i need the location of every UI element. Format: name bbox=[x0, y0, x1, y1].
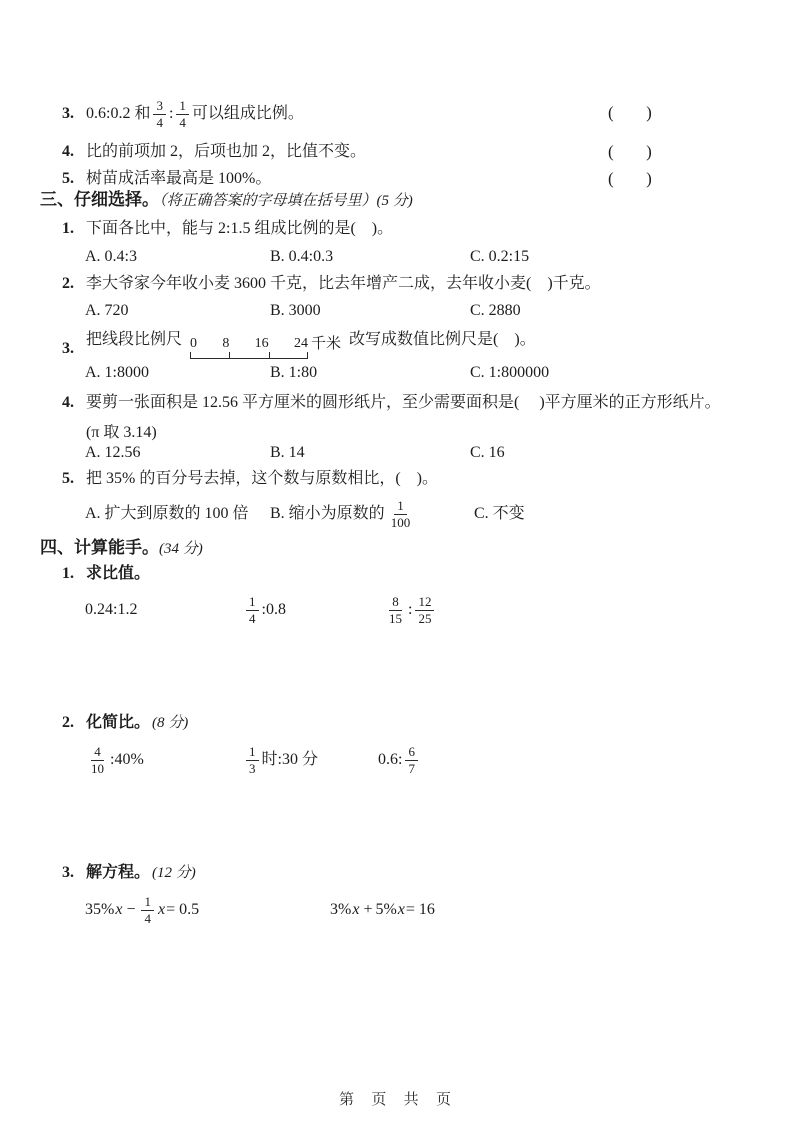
fraction: $\frac{1}{4}$ bbox=[141, 895, 154, 926]
fraction: $\frac{1}{3}$ bbox=[246, 745, 259, 776]
part-number: 2. bbox=[62, 714, 74, 731]
section-heading-calc bbox=[40, 538, 203, 559]
option-b: B. 1:80 bbox=[270, 364, 318, 381]
section-heading-choice bbox=[40, 190, 413, 211]
judge-item-text: 树苗成活率最高是 100%。 bbox=[86, 170, 272, 187]
ratio-expression: $\frac{8}{15}$ : $\frac{12}{25}$ bbox=[383, 586, 437, 634]
expressions-row bbox=[0, 586, 793, 634]
options-row bbox=[0, 493, 793, 535]
judge-item-5 bbox=[62, 169, 753, 189]
choice-question-5 bbox=[62, 469, 753, 489]
question-text-post: 改写成数值比例尺是( )。 bbox=[349, 331, 536, 348]
options-row bbox=[0, 443, 793, 465]
answer-bracket: ( ) bbox=[608, 103, 653, 122]
option-b-text: B. 缩小为原数的 bbox=[270, 505, 385, 522]
ratio-expression: $\frac{4}{10}$ :40% bbox=[85, 736, 144, 784]
option-c: C. 16 bbox=[470, 444, 505, 461]
question-number: 1. bbox=[62, 220, 74, 237]
answer-bracket: ( ) bbox=[608, 142, 653, 161]
fraction: $\frac{8}{15}$ bbox=[389, 593, 402, 626]
expressions-row bbox=[0, 886, 793, 934]
option-a: A. 扩大到原数的 100 倍 bbox=[85, 505, 249, 522]
ratio-expression: $\frac{1}{3}$ 时:30 分 bbox=[243, 736, 318, 784]
line-scale-diagram bbox=[190, 336, 341, 359]
scale-tick-label: 8 bbox=[222, 336, 230, 351]
question-text: 下面各比中，能与 2:1.5 组成比例的是( )。 bbox=[86, 220, 394, 237]
section-points: (5 分) bbox=[376, 193, 413, 209]
page-footer: 第 页 共 页 bbox=[338, 1091, 454, 1108]
option-a: A. 720 bbox=[85, 302, 129, 319]
part-title: 解方程。 bbox=[86, 864, 151, 881]
part-number: 3. bbox=[62, 864, 74, 881]
scale-tick-label: 0 bbox=[190, 336, 198, 351]
choice-question-4 bbox=[62, 388, 727, 448]
scale-unit: 千米 bbox=[311, 336, 342, 352]
judge-item-number: 5. bbox=[62, 170, 74, 187]
fraction: $\frac{4}{10}$ bbox=[91, 743, 104, 776]
ratio-colon: : bbox=[168, 105, 174, 122]
option-c: C. 2880 bbox=[470, 302, 521, 319]
fraction: $\frac{1}{100}$ bbox=[390, 497, 411, 530]
section-points: (34 分) bbox=[159, 541, 203, 557]
option-b: B. 0.4:0.3 bbox=[270, 248, 334, 265]
calc-part-3-label bbox=[62, 863, 196, 883]
judge-item-3 bbox=[62, 92, 753, 136]
section-title: 四、计算能手。 bbox=[40, 538, 159, 557]
fraction: $\frac{3}{4}$ bbox=[153, 99, 166, 130]
expressions-row bbox=[0, 736, 793, 784]
question-text-pre: 把线段比例尺 bbox=[86, 331, 183, 348]
options-row bbox=[0, 363, 793, 385]
judge-item-number: 4. bbox=[62, 143, 74, 160]
options-row bbox=[0, 247, 793, 269]
part-points: (8 分) bbox=[152, 715, 189, 731]
answer-bracket: ( ) bbox=[608, 169, 653, 188]
option-a: A. 1:8000 bbox=[85, 364, 149, 381]
scale-line bbox=[190, 352, 308, 359]
ratio-expression: $\frac{1}{4}$ :0.8 bbox=[243, 586, 286, 634]
judge-item-text: 比的前项加 2，后项也加 2，比值不变。 bbox=[86, 143, 367, 160]
option-a: A. 12.56 bbox=[85, 444, 141, 461]
ratio-expression: 0.24:1.2 bbox=[85, 601, 138, 618]
option-b: B. 14 bbox=[270, 444, 305, 461]
fraction: $\frac{12}{25}$ bbox=[415, 595, 434, 626]
option-b: B. 3000 bbox=[270, 302, 321, 319]
judge-item-number: 3. bbox=[62, 105, 74, 122]
equation: 3% x + 5% x = 16 bbox=[330, 901, 435, 918]
question-number: 5. bbox=[62, 470, 74, 487]
option-a: A. 0.4:3 bbox=[85, 248, 137, 265]
section-title: 三、仔细选择。 bbox=[40, 190, 159, 209]
question-text: 把 35% 的百分号去掉，这个数与原数相比，( )。 bbox=[86, 470, 438, 487]
option-c: C. 不变 bbox=[474, 505, 525, 522]
judge-item-4 bbox=[62, 142, 753, 162]
fraction: $\frac{1}{4}$ bbox=[246, 595, 259, 626]
choice-question-2 bbox=[62, 274, 753, 294]
calc-part-2-label bbox=[62, 713, 188, 733]
judge-item-text-pre: 0.6:0.2 和 bbox=[86, 105, 151, 122]
calc-part-1-label bbox=[62, 564, 150, 584]
question-text bbox=[86, 330, 753, 359]
scale-tick-label: 24 bbox=[294, 336, 308, 351]
option-c: C. 1:800000 bbox=[470, 364, 550, 381]
equation: 35% x − $\frac{1}{4}$ x = 0.5 bbox=[85, 893, 200, 926]
question-number: 3. bbox=[62, 340, 74, 357]
question-text: 要剪一张面积是 12.56 平方厘米的圆形纸片，至少需要面积是( )平方厘米的正方形纸片。(π 取 3.14) bbox=[86, 394, 721, 441]
scale-tick-label: 16 bbox=[254, 336, 269, 351]
part-title: 求比值。 bbox=[86, 565, 151, 582]
fraction: $\frac{1}{4}$ bbox=[176, 99, 189, 130]
question-number: 4. bbox=[62, 394, 74, 411]
question-number: 2. bbox=[62, 275, 74, 292]
part-points: (12 分) bbox=[152, 865, 196, 881]
part-title: 化简比。 bbox=[86, 714, 151, 731]
option-c: C. 0.2:15 bbox=[470, 248, 530, 265]
fraction: $\frac{6}{7}$ bbox=[405, 745, 418, 776]
option-b bbox=[270, 493, 416, 535]
question-text: 李大爷家今年收小麦 3600 千克，比去年增产二成，去年收小麦( )千克。 bbox=[86, 275, 601, 292]
choice-question-3 bbox=[62, 330, 753, 359]
part-number: 1. bbox=[62, 565, 74, 582]
ratio-expression: 0.6: $\frac{6}{7}$ bbox=[378, 736, 421, 784]
section-note: （将正确答案的字母填在括号里） bbox=[159, 193, 377, 209]
judge-item-text-post: 可以组成比例。 bbox=[191, 105, 304, 122]
choice-question-1 bbox=[62, 219, 753, 239]
options-row bbox=[0, 301, 793, 323]
